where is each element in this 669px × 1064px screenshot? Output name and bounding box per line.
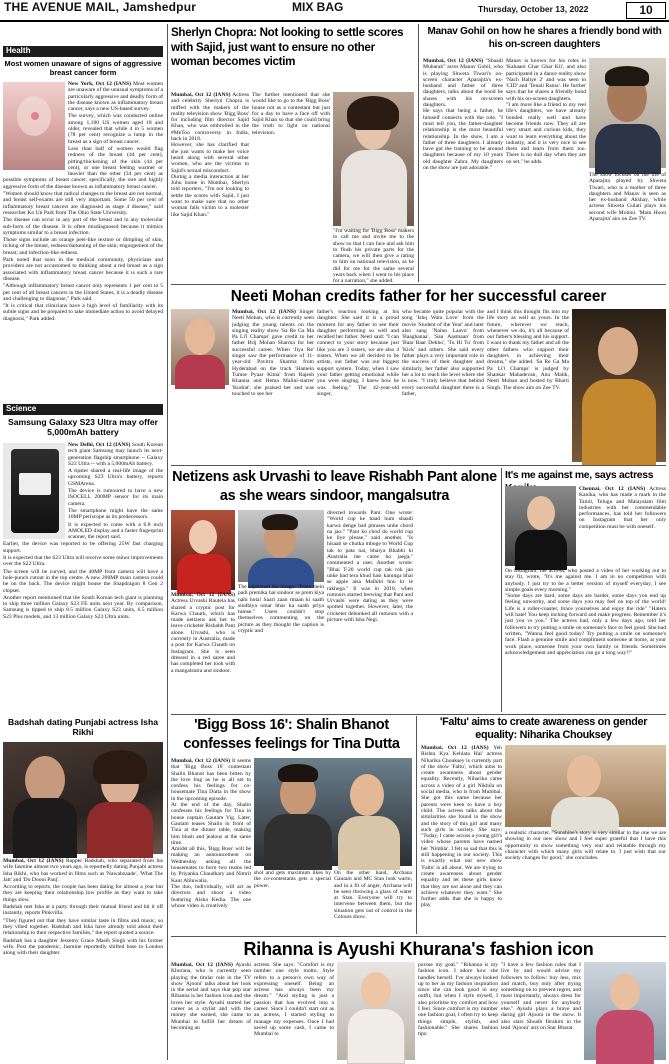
ayushi-second-photo [584, 962, 666, 1060]
health-paragraph: "Although inflammatory breast cancer only represents 1 per cent to 5 per cent of all breast cancers in the United States, it is a deadly disease and challenging to diagnose," Park said. [3, 283, 163, 302]
science-paragraph: The smartphone might have the same 10MP periscope as its predecessors. [68, 507, 163, 521]
manav-paragraph: Manav is known for his roles in 'Kahaani Ghar Ghar Kii', and also participated in a dance reality show 'Nach Baliye 2' and was seen in 'CID' and 'Tenali Rama'. He further says that he shares a friendly bond with his on-screen daughters. [506, 58, 586, 102]
newspaper-title: THE AVENUE MAIL, Jamshedpur [4, 0, 197, 14]
masthead-bar [0, 0, 669, 22]
science-paragraph: The device is rumoured to have a new ISOCELL 200MP sensor for its main camera. [68, 488, 163, 507]
health-paragraph: Park noted that soon in the medical community, physicians and providers are not accustomed to thinking about a red breast as a sign associated with inflammatory breast cancer because it is such a rare disease. [3, 257, 163, 282]
rihanna-column-2 [254, 962, 334, 1060]
sherlyn-photo [333, 92, 414, 226]
science-headline: Samsung Galaxy S23 Ultra may offer 5,000mAh battery [8, 417, 158, 437]
section-divider [171, 936, 666, 937]
issue-date: Thursday, October 13, 2022 [478, 4, 589, 14]
science-article [3, 442, 163, 690]
kanika-column-1 [579, 486, 666, 566]
section-title: MIX BAG [292, 0, 344, 14]
section-divider [171, 284, 666, 285]
badshah-paragraph: Badshah has a daughter Jessemy Grace Masih Singh with his former wife. Post the pandemic, Jasmine reportedly shifted base to London along with their daughter. [3, 937, 163, 957]
sherlyn-paragraph: "I'm waiting for 'Bigg Boss' makers to call me and invite me to the show so that I can face and ask him to flush his private parts for the camera, we will then give a rating to him on national television, as he did for me for the same several years back when I went to his place for a narration," she added. [333, 228, 414, 285]
shalin-column-2 [254, 870, 331, 934]
health-article [3, 81, 163, 373]
faltu-paragraph: a realistic character. "Sunshine's story is very similar to the one we are showing in our new show and I feel super grateful that I have this opportunity to show something very real and relatable through my character with which many girls will relate to. I just wish that our society changes for good," she concludes. [505, 830, 666, 862]
rihanna-column-4 [501, 962, 581, 1060]
health-paragraph: "Women should know that radical changes to the breast are not normal, and breast self-exams are still very important. Some 50 per cent of inflammatory breast cancers are diagnosed as stage 4 disease," said researcher Ko Un Park from The Ohio State University. [3, 191, 163, 216]
manav-headline: Manav Gohil on how he shares a friendly bond with his on-screen daughters [427, 26, 662, 50]
faltu-dateline: Mumbai, Oct 12 (IANS) [421, 745, 489, 751]
manav-column-2 [506, 58, 586, 282]
manav-column-3 [589, 172, 666, 282]
manav-photo [589, 58, 666, 168]
neeti-headline: Neeti Mohan credits father for her successful career [230, 288, 607, 305]
shalin-paragraph: On the other hand, Archana Gautam and MC Stan look warm, and in a fit of anger, Archana will be seen throwing a glass of water at Stan. Everyone will try to intervene between them, but the situation gets out of control in the Colours show. [334, 870, 412, 921]
kanika-headline: It's me against me, says actress [505, 470, 654, 481]
urvashi-paragraph: The captioned the image: "Prem mein padi premika hai sindoor se prem kiya nahi hota! Saari zaan rmaan ki saath sindhiya omar bhar ka saath priya tumse." Users couldn't stop themselves commenting on the picture as they thought the caption is cryptic and [238, 584, 324, 635]
pant-photo [238, 510, 324, 582]
kanika-dateline: Chennai, Oct 12 (IANS) [579, 486, 646, 492]
manav-paragraph: "I am more like a friend to my reel life's daughters, we have already bonded really well and have become friends now. They all are very smart and curious kids, they want to learn everything about the industry, and it is very nice to see them and learn from them too. There is no dull day when they are on set," he adds. [506, 102, 586, 165]
faltu-column-2 [505, 830, 666, 934]
science-section-label: Science [3, 404, 163, 415]
column-divider [418, 24, 419, 282]
faltu-paragraph: Yeh Rishta Kya Kehlata Hai' actress Niharika Chouksey is currently part of the show 'Faltu', which aims to create awareness about gender equality. Recently, Niharika came across a video of a girl Nikhila on social media, who is from Mumbai. She got this name because her parents were keen to have a boy child. The actress talks about the similarities she found in the show and the story of this girl and many such girls in society. She says: "Today, I came across a young girl's video whose parents have named her 'Nimbla'. I felt so sad that this is still happening in our society. This is exactly what our new show 'Faltu' is all about. We are trying to create awareness about gender equality and let these girls know that they are not alone and they can achieve whatever they want." She further adds that she is happy to play [421, 745, 502, 909]
column-divider [501, 468, 502, 712]
sherlyn-column-1 [171, 92, 249, 282]
badshah-article [3, 858, 163, 1060]
health-paragraph: The disease can occur in any part of the breast and in any molecular sub-form of the disease. It is often misdiagnosed because it mimics symptoms similar to a breast infection. [3, 217, 163, 236]
kanika-paragraph: Actress Kanika, who has made a mark in the Tamil, Telugu and Malayalam film industries with her commendable performances, has told her followers on Instagram that her only competition must be with oneself. [579, 486, 666, 530]
neeti-column-2 [317, 309, 399, 462]
neeti-paragraph: Singer Neeti Mohan, who is currently seen judging the young talents on the singing reality show 'Sa Re Ga Ma Pa Li'l Champs' gave credit to her father Brij Mohan Sharma for her successful career. When 'Jiya Re' singer saw the performance of 11-year-old Pavitra Sharma from Hyderabad on the track 'Hamein Tumse Pyaar Kitna' from Rajesh Khanna and Hema Malini-starrer 'Kudrat', she praised her and was touched to see her [232, 309, 314, 397]
faltu-column-1 [421, 745, 502, 934]
urvashi-column-3 [327, 510, 413, 712]
faltu-headline: 'Faltu' aims to create awareness on gender equality: Niharika Chouksey [439, 716, 648, 741]
sherlyn-dateline: Mumbai, Oct 12 (IANS) [171, 92, 231, 98]
shalin-dateline: Mumbai, Oct 12 (IANS) [171, 758, 231, 764]
rihanna-column-1 [171, 962, 251, 1060]
neeti-paragraph: father's reaction looking at his daughter. She said it is a proud moment for any father to see their daughter performing so well and recalled her father. Neeti said: "I can connect to your story because just like you are 3 sisters, we are also 4 sisters. When we all decided to be artists, our father was our biggest support system. Today, when I saw your father getting emotional while you were singing, I knew how he was feeling." The 42-year-old singer, [317, 309, 399, 397]
sherlyn-paragraph: However, she has clarified that she just wants to make her voice heard along with several other women, who are the victims to Sajid's sexual misconduct. [171, 142, 249, 174]
rihanna-paragraph: pursue my goal." "Rihanna is my fashion icon. I adore how she handles herself. I've always looked up to her as my fashion inspiration since she can look good in any outfit, but when I style myself, I also prioritise my comfort and how I feel. Since comfort is my number one fashion goal, I often try to keep things simple, stylish, and fashionable." She shares fashion tips: [418, 962, 498, 1038]
science-paragraph: The screen will be curved, and the 40MP front camera will have a hole-punch cutout in the top centre. A new 200MP main camera could be on the back. The device might house the Snapdragon 8 Gen 2 chipset. [3, 568, 163, 594]
neeti-column-4 [487, 309, 569, 462]
niharika-photo [505, 745, 666, 827]
rihanna-paragraph: "I have a few fashion rules that I live by and would advise my followers to follow: buy less, mix and match, buy only after trying something on to prevent regret, and most importantly, always dress for yourself and never for anybody else." Ayushi plays a brave and daring girl Ajooni in the show. It also stars Shoaib Ibrahim in the lead 'Ajooni' airs on Star Bharat. [501, 962, 581, 1031]
science-paragraph: It is expected to come with a 6.8 inch AMOLED display and a faster fingerprint scanner, the report said. [68, 521, 163, 541]
health-paragraph: The survey, which was conducted online among 1,100 US women aged 18 and older, revealed that while 4 in 5 women (78 per cent) recognize a lump in the breast as a sign of breast cancer. [68, 113, 163, 145]
sherlyn-column-2 [252, 92, 330, 282]
manav-column-1 [423, 58, 503, 282]
manav-paragraph: He says that being a father, he himself connects with the role. "I must tell you, the father-daughter relationship is the most beautiful relationship. In the show, I am a father of three daughters. I already have got the training to be around daughters because of my 10 years old daughter Zahra. My daughters on the show are just adorable." [423, 108, 503, 172]
urvashi-paragraph: directed towards Pant. One wrote: "World cup ke baad hum shaadi karwa denge bad phrases unhe chord na jao." "Pant ko chod do world cup ke liye please," said another. "Is hisaab se chutka mboge to World Cup tak to pata nai, bhaiya Bhabhi ki Australia me came ho jaega," commented a user. Another wrote: "Bhai T-20 world cup tak rok jao unke bad tera khud hasi karunga bhai se apple aisa Malhibi bnu kr le rakhega." It was in 2018, when rumours started brewing that Pant and Urvashi were dating as they were spotted together. However, later, the cricketer debunked all rumours with a picture with Isha Negi. [327, 510, 413, 624]
rihanna-paragraph: Ayushi Khurana, who is currently seen playing the titular role in the TV show 'Ajooni' talks about her look in the serial and says that pop star Rihanna is her fashion icon and she loves her style. Ayushi started her career as a stylist and with the money she earned, she came to Mumbai to fulfill her dream of becoming an [171, 962, 251, 1031]
neeti-stage-photo [572, 309, 666, 462]
manav-dateline: Mumbai, Oct 12 (IANS) [423, 58, 484, 64]
shalin-paragraph: Amidst all this, 'Bigg Boss' will be making an announcement on Wednesday asking all the housemates to form two teams led by Priyanka Chaudhary and Nimrit Kaur Ahluwalia. [171, 846, 251, 884]
science-paragraph: A tipster shared a real-life image of the upcoming S23 Ultra's battery, reports GSMArena. [68, 468, 163, 487]
science-paragraph: South Korean tech giant Samsung may launch its next-generation flagship smartphone -- Galaxy S23 Ultra -- with a 5,000mAh battery. [68, 442, 163, 467]
neeti-photo [171, 309, 229, 385]
column-divider [416, 716, 417, 934]
rihanna-paragraph: actress. She says: "Comfort is my number one style motto. Style refers to a person's own way of expressing oneself. Being an actress has always been my dream." "And styling is just a passion that has evolved into a career. Since I couldn't start out as an actress, I started styling to manage my expenses. Once I had saved up some cash, I came to Mumbai to [254, 962, 334, 1038]
neeti-paragraph: and I think this thought fits into my life story as well as yours. In the future, wherever we reach, whenever we do, it's all because of our father's blessing and his support. I want to thank my father and all the other fathers who support their daughters in achieving their dreams," she added. 'Sa Re Ga Ma Pa Li'l Champs' is judged by Shankar Mahadevan, Anu Malik, Neeti Mohan and hosted by Bharti Singh. The show airs on Zee TV. [487, 309, 569, 391]
badshah-headline: Badshah dating Punjabi actress Isha Rikhi [8, 717, 158, 737]
sherlyn-paragraph: During a media interaction at her Juhu home in Mumbai, Sherlyn told reporters, "I'm not looking to settle the scores with Sajid, I just want to make sure that no other woman falls victim to a molester like Sajid Khan." [171, 173, 249, 218]
section-divider [171, 465, 666, 466]
science-paragraph: It is expected that the S23 Ultra will receive some minor improvements over the S22 Ultra. [3, 555, 163, 568]
shalin-paragraph: shot and gets maximum likes by the co-contestants gets a special power. [254, 870, 331, 889]
badshah-paragraph: Rapper Badshah, who separated from his wife Jasmine almost two years ago, is reportedly dating Punjabi actress Isha Rikhi, who has worked in films such as 'Nawabzaade', 'What The Jatt' and 'Do Dooni Panj'. [3, 858, 163, 883]
shalin-column-3 [334, 870, 412, 934]
health-paragraph: "It is critical that clinicians have a high level of familiarity with its subtle signs and be prepared to take immediate action to avoid delayed diagnosis," Park added. [3, 303, 163, 322]
sherlyn-paragraph: The further mentioned that she would like to go to the 'Bigg Boss' house not as a contestant but just for a day to have a face off with Sajid Khan so that she could bring the truth to light on national television. [252, 92, 330, 136]
health-paragraph: Less than half of women would flag redness of the breast (44 per cent), pitting/thickening of the skin (44 per cent), or one breast feeling warmer or heavier than the other (34 per cent) as possible symptoms of breast cancer, specifically, the rare and highly aggressive form of the disease known as inflammatory breast cancer. [3, 145, 163, 190]
kanika-photo [505, 486, 576, 566]
battery-photo [3, 443, 65, 539]
page-number: 10 [626, 2, 666, 19]
kanika-column-2 [505, 568, 666, 712]
urvashi-dateline: Mumbai, Oct 12 (IANS) [171, 592, 235, 598]
badshah-paragraph: According to reports, the couple has been dating for almost a year but they are keeping their relationship low profile as they want to take things slow. [3, 884, 163, 903]
badshah-paragraph: Badshah met Isha at a party through their mutual friend and hit it off instantly, reports Pinkvilla. [3, 904, 163, 917]
sherlyn-paragraph: Actress and celebrity Sherlyn Chopra is miffed with the makers of the reality television show 'Bigg Boss' for including film director Sajid Khan, who was embroiled in the #MeToo controversy in India, back in 2018. [171, 92, 249, 143]
kanika-paragraph: "Some days are hard, some days are harder, some days you end up feeling unworthy, and some days you may feel on top of the world! Life is a roller-coaster, brace yourselves and enjoy the ride" "Haters will hate! You keep inching forward and make progress. Remember it's just you vs you." The actress had, only a few days ago, told her followers to try putting a smile on someone's face to feel good. She had written, "Wanna feel good today? Try putting a smile on someone's face. Flash a genuine smile and compliment someone at home, at your work place, someone from your own family or friends. Sometimes acknowledgement and appreciation can go a long way!!" [505, 593, 666, 656]
rihanna-dateline: Mumbai, Oct 12 (IANS) [171, 962, 233, 968]
kanika-paragraph: On Instagram, the actress, who posted a video of her working out to stay fit, wrote, "It's me against me. I am in no competition with anybody. I just try to be a better version of myself everyday, I see simple goals every morning." [505, 568, 666, 593]
neeti-paragraph: who became quite popular with the song 'Ishq Wala Love' from the movie 'Student of the Year' and later also sang 'Nainn Laavo' from 'Baaghanaa', 'Sau Aasmaan' from 'Baar Baar Dekho', 'Tu Hi Tu' from 'Kick' and others. She said every father plays a very important role in the success of their daughter and similarly, her father also supported her a lot to reach the level where she is now. "I truly believe that behind every successful daughter there is a father, [402, 309, 485, 397]
neeti-column-1 [232, 309, 314, 462]
rihanna-headline: Rihanna is Ayushi Khurana's fashion icon [243, 939, 594, 959]
urvashi-column-2 [238, 584, 324, 712]
urvashi-column-1 [171, 592, 235, 712]
shalin-headline: 'Bigg Boss 16': Shalin Bhanot confesses feelings for Tina Dutta [183, 717, 400, 752]
shalin-paragraph: It seems that 'Bigg Boss 16' contestant Shalin Bhanot has been bitten by the love bug as he is all set to confess his feelings for co-housemate Tina Dutta in the show in the upcoming episode. [171, 758, 251, 802]
health-article-photo [3, 82, 65, 170]
rihanna-column-3 [418, 962, 498, 1060]
shalin-column-1 [171, 758, 251, 934]
health-dateline: New York, Oct 12 (IANS) [68, 81, 131, 87]
health-headline: Most women unaware of signs of aggressive breast cancer form [4, 59, 162, 77]
urvashi-paragraph: Actress Urvashi Rautela has shared a cryptic post for Karwa Chauth, which has made netizens ask her to leave cricketer Rishabh Pant alone. Urvashi, who is currently in Australia, made a post for Karwa Chauth on Instagram. She is seen dressed in a red saree and has completed her look with a mangalsutra and sindoor. [171, 598, 235, 674]
health-section-label: Health [3, 46, 163, 57]
manav-paragraph: The show focuses on the life of Aparajita played by Shweta Tiwari, who is a mother of three daughters and Manav is seen as her ex-husband Akshay, while actress Shweta Gulati plays his second wife Mohini. 'Main Hoon Aparajita' airs on Zee TV. [589, 172, 666, 223]
shalin-paragraph: The duo, individually, will act as directors and shoot a video featuring Aisha Kedia. The one whose video is creatively [171, 883, 251, 909]
sherlyn-headline: Sherlyn Chopra: Not looking to settle scores with Sajid, just want to ensure no other woman becomes victim [171, 26, 404, 68]
health-paragraph: Most women are unaware of the unusual symptoms of a particularly aggressive and deadly form of the disease known as inflammatory breast cancer, says a new US-based survey. [68, 81, 163, 113]
column-divider [167, 24, 168, 1060]
badshah-dateline: Mumbai, Oct 12 (IANS) [3, 858, 64, 864]
ayushi-photo [337, 962, 415, 1060]
shalin-tina-photo [254, 758, 412, 866]
sherlyn-column-3 [333, 228, 414, 283]
neeti-column-3 [402, 309, 484, 462]
badshah-paragraph: "They figured out that they have similar taste in films and music, so they vibed together. Badshah and Isha have already told about their relationship to their respective families," the report quoted a source. [3, 917, 163, 937]
badshah-photo [3, 742, 163, 854]
neeti-dateline: Mumbai, Oct 12 (IANS) [232, 309, 296, 315]
science-dateline: New Delhi, Oct 12 (IANS) [68, 442, 131, 448]
urvashi-photo [171, 510, 235, 590]
section-divider [171, 714, 666, 715]
health-paragraph: Those signs include an orange peel-like texture or dimpling of skin, itching of the breast, redness/darkening of the skin; engorgement of the breast; and infection-like redness. [3, 237, 163, 256]
manav-paragraph: "Shaadi Mubarak" actor Manav Gohil, who is playing Shweta Tiwari's on-screen character Aparajita's ex-husband and father of three daughters, talks about the bond he shares with his on-screen daughters. [423, 58, 503, 109]
science-paragraph: Another report mentioned that the South Korean tech giant is planning to ship three million Galaxy S23 FE units next year. By comparison, Samsung is tipped to ship 8.5 million Galaxy S23 units, 6.5 million S23 Plus models, and 13 million Galaxy S23 Ultra units. [3, 594, 163, 620]
urvashi-headline: Netizens ask Urvashi to leave Rishabh Pant alone as she wears sindoor, mangalsutra [172, 469, 497, 504]
shalin-paragraph: At the end of the day, Shalin confesses his feelings for Tina in house captain Gautam Vig. Later, Gautam teases Shalin in front of Tina at the dinner table, making him blush and jealous at the same time. [171, 802, 251, 846]
science-paragraph: Earlier, the device was reported to be offering 25W fast charging support. [3, 541, 163, 554]
